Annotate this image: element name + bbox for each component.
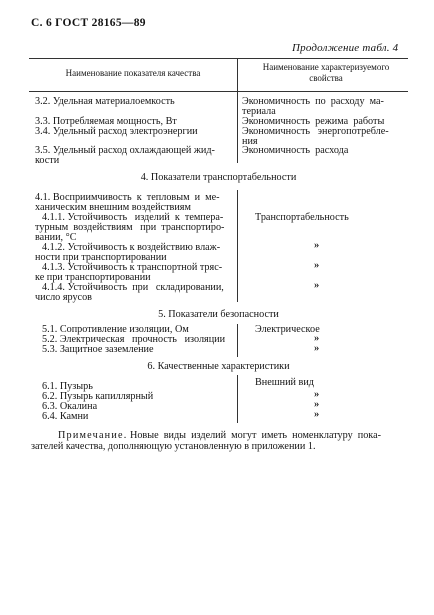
indicator-row: кости [35,155,60,166]
note-text: Новые виды изделий могут иметь номенклатуру пока- [129,430,382,441]
property-row: Экономичность энергопотребле- [242,126,389,137]
indicator-row: ханическим внешним воздействиям [35,202,191,213]
indicator-row: 4.1.3. Устойчивость к транспортной тряс- [42,262,223,273]
indicator-row: 4.1.1. Устойчивость изделий к темпера- [42,212,224,223]
property-row: Внешний вид [255,377,314,388]
section-title-safety: 5. Показатели безопасности [158,309,279,320]
indicator-row: 5.1. Сопротивление изоляции, Ом [42,324,189,335]
indicator-row: 5.3. Защитное заземление [42,344,154,355]
indicator-row: 4.1. Восприимчивость к тепловым и ме- [35,192,220,203]
indicator-row: 3.2. Удельная материалоемкость [35,96,175,107]
property-row: ния [242,136,258,147]
note-label: Примечание. [58,430,128,441]
page-header: С. 6 ГОСТ 28165—89 [31,17,146,29]
column-divider [237,91,238,163]
ditto-mark: » [314,260,320,271]
column-divider [237,190,238,302]
column-divider [237,375,238,423]
property-row: Транспортабельность [255,212,349,223]
indicator-row: 3.3. Потребляемая мощность, Вт [35,116,177,127]
ditto-mark: » [314,240,320,251]
indicator-row: 6.2. Пузырь капиллярный [42,391,154,402]
indicator-row: ности при транспортировании [35,252,167,263]
property-row: Экономичность расхода [242,145,349,156]
indicator-row: 6.4. Камни [42,411,89,422]
table-top-border [29,58,408,59]
indicator-row: 4.1.2. Устойчивость к воздействию влаж- [42,242,221,253]
ditto-mark: » [314,280,320,291]
note-line: зателей качества, дополняющую установленную в приложении 1. [31,441,316,452]
header-column-divider [237,58,238,91]
indicator-row: число ярусов [35,292,92,303]
indicator-row: 6.3. Окалина [42,401,98,412]
ditto-mark: » [314,389,320,400]
ditto-mark: » [314,399,320,410]
indicator-row: турным воздействиям при транспортиро- [35,222,225,233]
indicator-row: вании, °С [35,232,77,243]
ditto-mark: » [314,343,320,354]
ditto-mark: » [314,333,320,344]
indicator-row: 5.2. Электрическая прочность изоляции [42,334,226,345]
property-row: Электрическое [255,324,320,335]
property-row: Экономичность по расходу ма- [242,96,384,107]
column-header-property: Наименование характеризуемого свойства [262,62,390,83]
indicator-row: 4.1.4. Устойчивость при складировании, [42,282,224,293]
section-title-quality: 6. Качественные характеристики [147,361,290,372]
table-continuation-label: Продолжение табл. 4 [292,42,399,54]
indicator-row: ке при транспортировании [35,272,151,283]
section-title-transportability: 4. Показатели транспортабельности [140,172,297,183]
property-row: Экономичность режима работы [242,116,385,127]
table-header-border [29,91,408,92]
ditto-mark: » [314,409,320,420]
column-divider [237,324,238,357]
property-row: териала [242,106,276,117]
indicator-row: 3.5. Удельный расход охлаждающей жид- [35,145,215,156]
column-header-indicator: Наименование показателя качества [65,68,201,78]
indicator-row: 6.1. Пузырь [42,381,93,392]
indicator-row: 3.4. Удельный расход электроэнергии [35,126,198,137]
